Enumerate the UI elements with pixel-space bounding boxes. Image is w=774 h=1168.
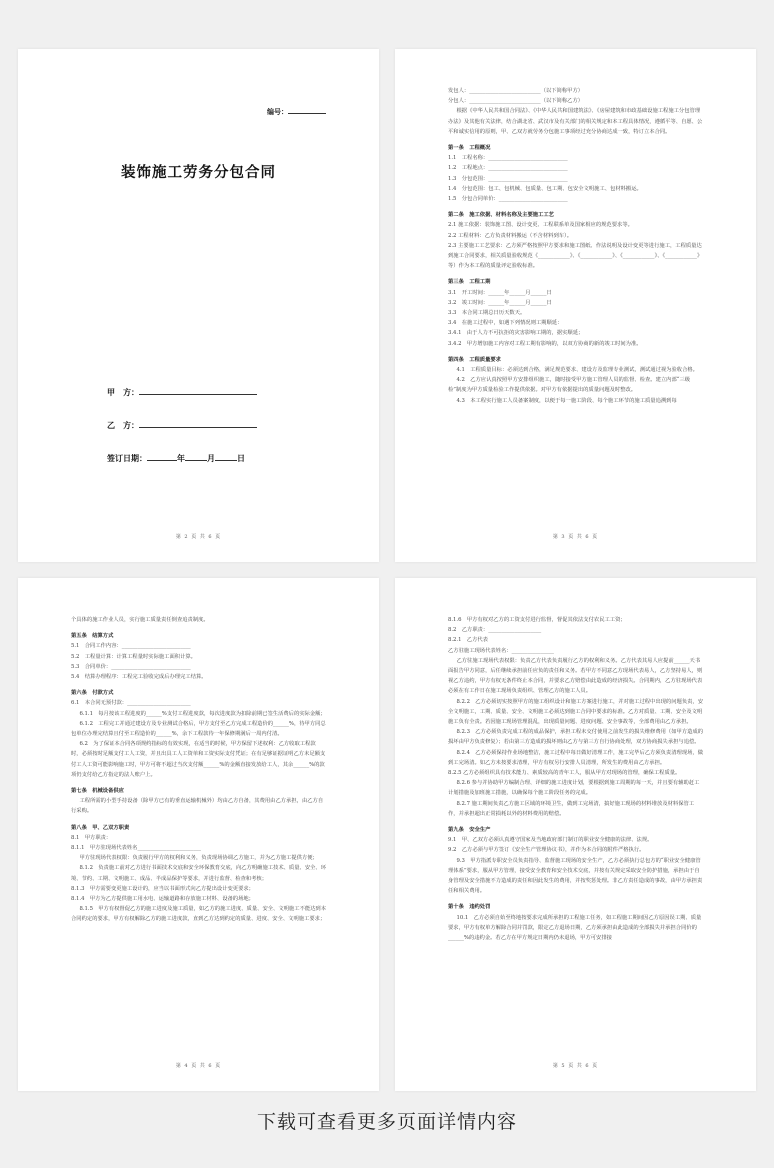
paragraph: 4.3 本工程实行施工人员备案制度，以便于每一施工阶段、每个施工环节的施工质量追溯到每: [456, 397, 677, 404]
clause-line: 发包人：___________________________（以下简称甲方）: [448, 88, 584, 94]
paragraph: 乙方驻施工现场代表权限：负责乙方代表负责履行乙方的权利和义务。乙方代表其易人应提前______天书面报告甲方同意，后任继续承担前任应负的责任和义务。若甲方不同意乙方现场代表易人，乙方坚持易人，则视乙方违约，甲方有权无条件终止本合同，并要求乙方赔偿由此造成的经济损失。合同期内，乙方驻现场代表必须在有工作日在施工现场负责组织、管理乙方的施工人员。: [448, 657, 703, 695]
contract-number: [267, 106, 326, 117]
contract-cover-page: [18, 49, 379, 562]
section-heading: 第三条 工程工期: [448, 279, 491, 286]
paragraph: 甲方驻现场代表权限：负责履行甲方的权利和义务，负责现场协调乙方施工，并为乙方施工提供方便；: [79, 855, 318, 862]
clause-line: 3.2 竣工时间：______年______月______日: [448, 299, 552, 306]
section-heading: 第二条 施工依据、材料名称及主要施工工艺: [448, 212, 554, 219]
contract-page-4: [18, 578, 379, 1091]
page-number: 第 2 页 共 6 页: [175, 534, 222, 540]
contract-number-blank: [288, 106, 326, 114]
clause-line: 3.4 在施工过程中，如遇下列情况则工期顺延：: [448, 320, 563, 327]
contract-page-5: [395, 578, 756, 1091]
paragraph: 8.2.2 乙方必须切实按照甲方的施工组织设计和施工方案进行施工，并对施工过程中出现的问题负责，安全文明施工，工期、质量、安全、文明施工必须达到施工合同中要求的标准。乙方对质量、工期、安全及文明施工负有全责。若因施工现场管理混乱，出现质量问题、进度问题、安全事故等，全部费用由乙方承担。: [448, 698, 704, 726]
document-title: 装饰施工劳务分包合同: [121, 165, 276, 181]
clause-line: 1.5 分包合同单价：__________________________: [448, 196, 568, 203]
section-heading: 第一条 工程概况: [448, 145, 491, 152]
clause-line: 3.1 开工时间：______年______月______日: [448, 289, 552, 296]
clause-line: 8.1.6 甲方有权对乙方的工资支付进行监督，督促其依法支付农民工工资；: [448, 617, 626, 623]
clause-line: 分包人：___________________________（以下简称乙方）: [448, 98, 584, 105]
paragraph: 9.3 甲方指派专职安全员负责指导、监督施工现场的安全生产，乙方必须执行总包方的“职业安全健康管理体系”要求，服从甲方管理，接受安全教育和安全技术交底，并按有关规定采取安全防护措施，承担由于自身管理及安全措施不力造成的责任和因此发生的费用，并按奖惩处理。非乙方责任造成的事故，由甲方承担责任和相关费用。: [448, 857, 703, 895]
day-blank: [215, 452, 237, 461]
section-heading: 第五条 结算方式: [71, 633, 114, 640]
page-number: 第 5 页 共 6 页: [552, 1063, 599, 1069]
clause-line: 3.4.2 甲方增加施工内容对工程工期有影响的，以双方协商的新的竣工时间为准。: [448, 340, 642, 347]
clause-line: 1.4 分包范围：包工、包机械、包质量、包工期、包安全文明施工、包材料搬运。: [448, 185, 642, 192]
day-label: 日: [237, 454, 245, 463]
page-number: 第 4 页 共 6 页: [175, 1063, 222, 1069]
year-blank: [147, 452, 177, 461]
clause-line: 2.1 施工依据：装饰施工图、设计变更、工程联系单及国家相应的规范要求等。: [448, 222, 633, 229]
party-a-row: [107, 386, 257, 398]
party-b-blank: [139, 419, 257, 428]
section-heading: 第八条 甲、乙双方职责: [71, 824, 130, 831]
paragraph: 8.2.4 乙方必须保持作业场地整洁，施工过程中每日做好清理工作，施工完毕后乙方须负责清理现场，做到工完场清。如乙方未按要求清理，甲方有权另行安排人员清理，所发生的费用由乙方承担。: [448, 749, 704, 766]
section-heading: 第十条 违约处罚: [448, 904, 491, 911]
sign-date-row: [107, 452, 245, 464]
party-a-blank: [139, 386, 257, 395]
section-heading: 第六条 付款方式: [71, 690, 114, 697]
paragraph: 8.1.2 负责施工前对乙方进行书面技术交底和安全环保教育交底，向乙方明确施工技术、质量、安全、环境、节约、工期、文明施工、成品、半成品保护等要求，并进行监督、检查和考核；: [71, 865, 327, 882]
clause-line: 6.1 本合同无预付款：________________________: [71, 700, 191, 707]
clause-line: 8.1 甲方职责：: [71, 834, 112, 841]
paragraph: 8.2.6 参与并协助甲方编制合理、详细的施工进度计划，要根据到施工周期的每一天，并且要有辅助赶工计划措施及加班施工措施，以确保每个施工阶段任务的完成。: [448, 780, 700, 797]
clause-line: 2.3 主要施工工艺要求：乙方须严格按照甲方要求和施工图纸、作法说明及设计变更等进行施工，工程质量达到施工合同要求，相关质量验收规范《____________》、《____________》、《____________》、《____________》等）作为本工程的质量评定验收标准。: [448, 242, 703, 270]
year-label: 年: [177, 454, 185, 463]
clause-line: 个具体的施工作业人员，实行施工质量责任倒查追责制度。: [71, 617, 209, 623]
section-heading: 第七条 机械设备供应: [71, 788, 124, 795]
clause-line: 5.1 合同工作内容：__________________________: [71, 643, 191, 650]
sign-date-label: 签订日期：: [107, 454, 147, 463]
paragraph: 4.1 工程质量目标：必须达到合格，满足规范要求、建设方及监理专业测试，测试通过视为验收合格。: [456, 367, 698, 374]
page-content: [448, 86, 703, 406]
clause-line: 乙方驻施工现场代表姓名：________________: [448, 647, 554, 654]
paragraph: 根据《中华人民共和国合同法》、《中华人民共和国建筑法》、《房屋建筑和市政基础设施工程施工分包管理办法》及其他有关法律，结合湖北省、武汉市及有关部门的相关规定和本工程具体情况，遵循平等、自愿、公平和诚实信用的原则，甲、乙双方就劳务分包施工事项经过充分协商达成一致，特订立本合同。: [448, 108, 703, 135]
paragraph: 10.1 乙方必须自始至终地按要求完成所承担的工程施工任务，如工程施工期间因乙方原因误工期、质量要求，甲方有权单方解除合同并罚款，限定乙方退场日期，乙方须承担由此造成的全部损失并承担合同价的______%的违约金。若乙方在甲方规定日期内仍未退场，甲方可安排接: [448, 914, 702, 942]
clause-line: 1.1 工程名称：______________________________: [448, 155, 568, 162]
paragraph: 4.2 乙方应认真按照甲方安排组织施工，随时接受甲方施工管理人员的监督、检查。建立内部“三级检”制度为甲方质量检验工作提供依据。对甲方有依据提出的质量问题及时整改。: [448, 377, 691, 394]
section-heading: 第四条 工程质量要求: [448, 356, 501, 363]
clause-line: 3.4.1 由于人力不可抗拒的灾害影响工期的，据实顺延；: [448, 330, 584, 337]
download-caption[interactable]: 下载可查看更多页面详情内容: [256, 1111, 517, 1133]
clause-line: 9.2 乙方必须与甲方签订《安全生产管理协议书》，并作为本合同的附件严格执行。: [448, 847, 645, 854]
month-label: 月: [207, 454, 215, 463]
clause-line: 8.2.1 乙方代表: [448, 637, 488, 644]
party-a-label: 甲 方：: [107, 388, 139, 397]
clause-line: 1.3 分包范围：______________________________: [448, 175, 568, 182]
clause-line: 5.4 结算办理程序：工程完工验收完成后办理完工结算。: [71, 674, 207, 681]
clause-line: 8.1.1 甲方驻现场代表姓名________________________: [71, 845, 202, 852]
clause-line: 8.2 乙方职责：____________________: [448, 627, 542, 634]
paragraph: 6.1.1 每月按该工程进度的______%支付工程进度款，每次进度款为扣除前期已签生活费后的实际金额；: [79, 710, 326, 717]
clause-line: 9.1 甲、乙双方必须认真遵守国家及当地政府部门制订的职业安全健康的法律、法规。: [448, 837, 653, 844]
paragraph: 8.2.7 施工期间负责乙方施工区域的环境卫生，做到工完场清，搞好施工现场的材料堆放及材料保管工作，并承担超出正常损耗以外的材料费用的赔偿。: [448, 800, 695, 817]
clause-line: 8.1.4 甲方为乙方提供施工用水电、运输道路和存放施工材料、设备的场地；: [71, 896, 254, 903]
clause-line: 8.2.5 乙方必须组织具有技术能力、素质较高的青年工人，服从甲方对现场的管理，确保工程质量。: [448, 770, 681, 777]
clause-line: 1.2 工程地点：______________________________: [448, 165, 568, 172]
paragraph: 8.2.3 乙方必须负责完成工程的成品保护，承担工程未交付使用之前发生的损失维修费用（如甲方造成的损坏由甲方负责修复）；若由第三方造成的损坏则由乙方与第三方自行协商处理，双方协商损失承担与追偿。: [448, 729, 704, 746]
paragraph: 6.2 为了保证本合同各项规约指标的有效实现，在适当的时候，甲方保留下述权利：乙方收取工程款时，必须按时足额支付工人工资，并且出具工人工资单和工资实际支付凭证；在有足够证据证明乙方未足额支付工人工资可能影响施工时，甲方可将不超过当次支付额______%的金额直接发放给工人，其余______%的款项仍支付给乙方指定的法人账户上。: [71, 741, 326, 778]
paragraph: 8.1.5 甲方有权督促乙方的施工进度及施工质量，如乙方的施工进度、质量、安全、文明施工不能达到本合同约定的要求，甲方有权解除乙方的施工进度款，直到乙方达到约定的质量、进度、安全、文明施工要求；: [71, 906, 327, 923]
clause-line: 3.3 本合同工期总日历天数天。: [448, 310, 526, 317]
section-heading: 第九条 安全生产: [448, 827, 491, 834]
clause-line: 5.3 合同单价：______________________________: [71, 663, 191, 670]
party-b-row: [107, 419, 257, 431]
month-blank: [185, 452, 207, 461]
contract-page-3: [395, 49, 756, 562]
page-content: [448, 615, 703, 943]
paragraph: 6.1.2 工程完工并通过建设方及专业测试合格后，甲方支付至乙方完成工程造价的______%，待甲方同总包单位办理完结算且付至工程造价的______%，余下工程款待一年保修期满后一周内付清。: [71, 720, 326, 738]
party-b-label: 乙 方：: [107, 421, 139, 430]
page-number: 第 3 页 共 6 页: [552, 534, 599, 540]
paragraph: 工程所需的小型手持设备（除甲方已有的垂直运输机械外）均由乙方自备，其费用由乙方承担，由乙方自行采购。: [71, 798, 324, 815]
clause-line: 8.1.3 甲方需要变更施工设计的，应当以书面形式向乙方提出设计变更要求；: [71, 885, 254, 892]
contract-number-label: 编号：: [267, 107, 288, 116]
clause-line: 5.2 工程量计算：计算工程量时实际施工面积计算。: [71, 653, 196, 660]
clause-line: 2.2 工程材料：乙方负责材料搬运（不含材料到车）。: [448, 232, 572, 239]
page-content: [71, 615, 326, 925]
